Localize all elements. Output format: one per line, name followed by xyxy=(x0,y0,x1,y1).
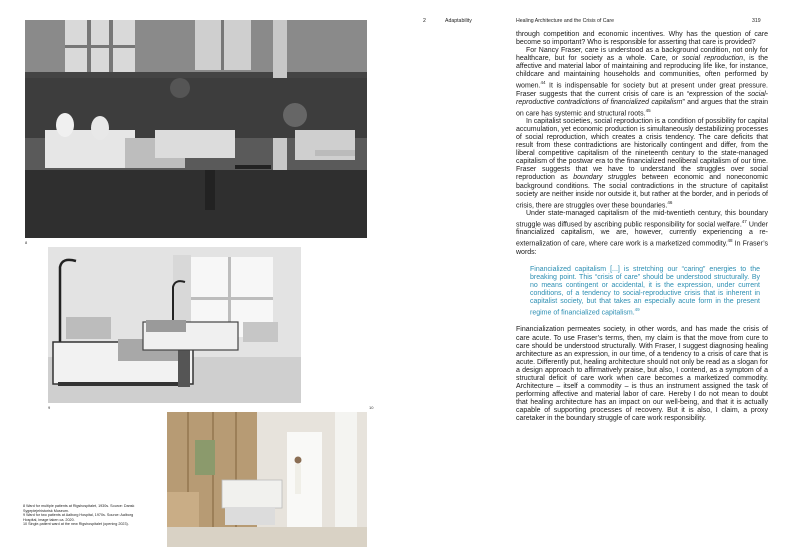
figure-captions xyxy=(23,504,138,527)
text-run-italic: social reproduction xyxy=(682,55,744,63)
caption-9: 9 Ward for two patients at Aalborg Hospital, 1970s. Source: Aalborg Hospital, image taken ca. 2020. xyxy=(23,513,134,522)
text-run-italic: boundary struggles xyxy=(573,174,637,182)
paragraph xyxy=(516,47,768,118)
footnote-ref[interactable]: 47 xyxy=(741,219,747,225)
footnote-ref[interactable]: 48 xyxy=(727,238,733,244)
paragraph xyxy=(516,118,768,210)
figure-number-8: 8 xyxy=(25,240,28,245)
footnote-ref[interactable]: 46 xyxy=(667,199,673,205)
single-patient-room-rendering xyxy=(167,412,367,547)
text-run: Under financialized capitalism, we are, however, currently experiencing a re-externalization of care, where care work is a marketized commodity. xyxy=(516,221,768,248)
text-run: , is the affective and material labor of maintaining and reproducing life like, for instance, childcare and maintaining households and communities, often performed by women. xyxy=(516,55,769,90)
text-run: ” and argues that the strain on care has systemic and structural roots. xyxy=(516,98,768,118)
historical-ward-photo xyxy=(25,20,367,238)
header-chapter-number: 2 xyxy=(423,18,426,24)
two-patient-ward-photo xyxy=(48,247,301,403)
header-chapter-title: Adaptability xyxy=(445,18,472,24)
text-run: In Fraser’s words: xyxy=(516,240,768,256)
text-run: Under state-managed capitalism of the mid-twentieth century, this boundary struggle was diffused by ascribing public responsibility for social welfare. xyxy=(516,209,768,229)
caption-8: 8 Ward for multiple patients at Rigshospitalet, 1930s. Source: Dansk Sygeplejehistorisk Museum. xyxy=(23,504,135,513)
text-run: It is indispensable for society but at present under great pressure. Fraser suggests that the current crisis of care is an “expression of the xyxy=(516,82,768,98)
text-run: In capitalist societies, social reproduction is a condition of possibility for capital accumulation, yet economic production is simultaneously destabilizing processes of social reproduction, which creates a crisis tendency. The care deficits that result from these contradictions are historically contingent and differ, from the liberal competitive capitalism of the nineteenth century to the state-managed capitalism of the postwar era to the financialized neoliberal capitalism of our time. Fraser suggests that we have to understand the struggles over social reproduction as xyxy=(516,118,769,182)
page-number: 319 xyxy=(752,18,761,24)
quote-text: Financialized capitalism [...] is stretching our “caring” energies to the breaking point. This “crisis of care” should be understood structurally. By no means contingent or accidental, it is the expression, under current conditions, of a tendency to social-reproductive crisis that is inherent in capitalist society, but that takes an especially acute form in the present regime of financialized capitalism. xyxy=(530,265,760,317)
text-run: For Nancy Fraser, care is understood as a background condition, not only for healthcare, but for society as a whole. Care, or xyxy=(516,47,768,63)
text-run: between economic and noneconomic background conditions. The social contradictions in the structure of capitalist society are neither inside nor outside it, but rather at the border, and in periods of crisis, there are struggles over these boundaries. xyxy=(516,174,768,209)
body-text xyxy=(516,31,768,423)
footnote-ref[interactable]: 44 xyxy=(540,80,546,86)
footnote-ref[interactable]: 45 xyxy=(645,107,651,113)
figure-number-10: 10 xyxy=(369,405,374,410)
block-quote xyxy=(530,266,760,318)
header-section-title: Healing Architecture and the Crisis of Care xyxy=(516,18,615,24)
caption-10: 10 Single-patient ward at the new Rigshospitalet (opening 2023). xyxy=(23,522,129,527)
paragraph: through competition and economic incentives. Why has the question of care become so important? Who is responsible for asserting that care is provided? xyxy=(516,31,768,47)
footnote-ref[interactable]: 49 xyxy=(634,307,640,313)
paragraph: Financialization permeates society, in other words, and has made the crisis of care acute. To use Fraser’s terms, then, my claim is that the move from cure to care should be understood structurally. With Fraser, I suggest diagnosing healing architecture as an expression, in our time, of a tendency to a crisis of care that is acute. Differently put, healing architecture should not only be read as a slogan for a design approach to affirmatively praise, but also, I contend, as a symptom of a structural deficit of care work when care becomes a marketized commodity. Architecture – itself a commodity – is thus an instrument assigned the task of performing affective and material labor of care. Hereby I do not mean to doubt that healing architecture has an impact on our well-being, and that it is actually capable of supporting processes of recovery. But it is also, I claim, a proxy caretaker in the boundary struggle of care work responsibility. xyxy=(516,326,768,422)
paragraph xyxy=(516,210,768,257)
figure-number-9: 9 xyxy=(48,405,51,410)
text-run-italic: social-reproductive contradictions of financialized capitalism xyxy=(516,90,768,106)
